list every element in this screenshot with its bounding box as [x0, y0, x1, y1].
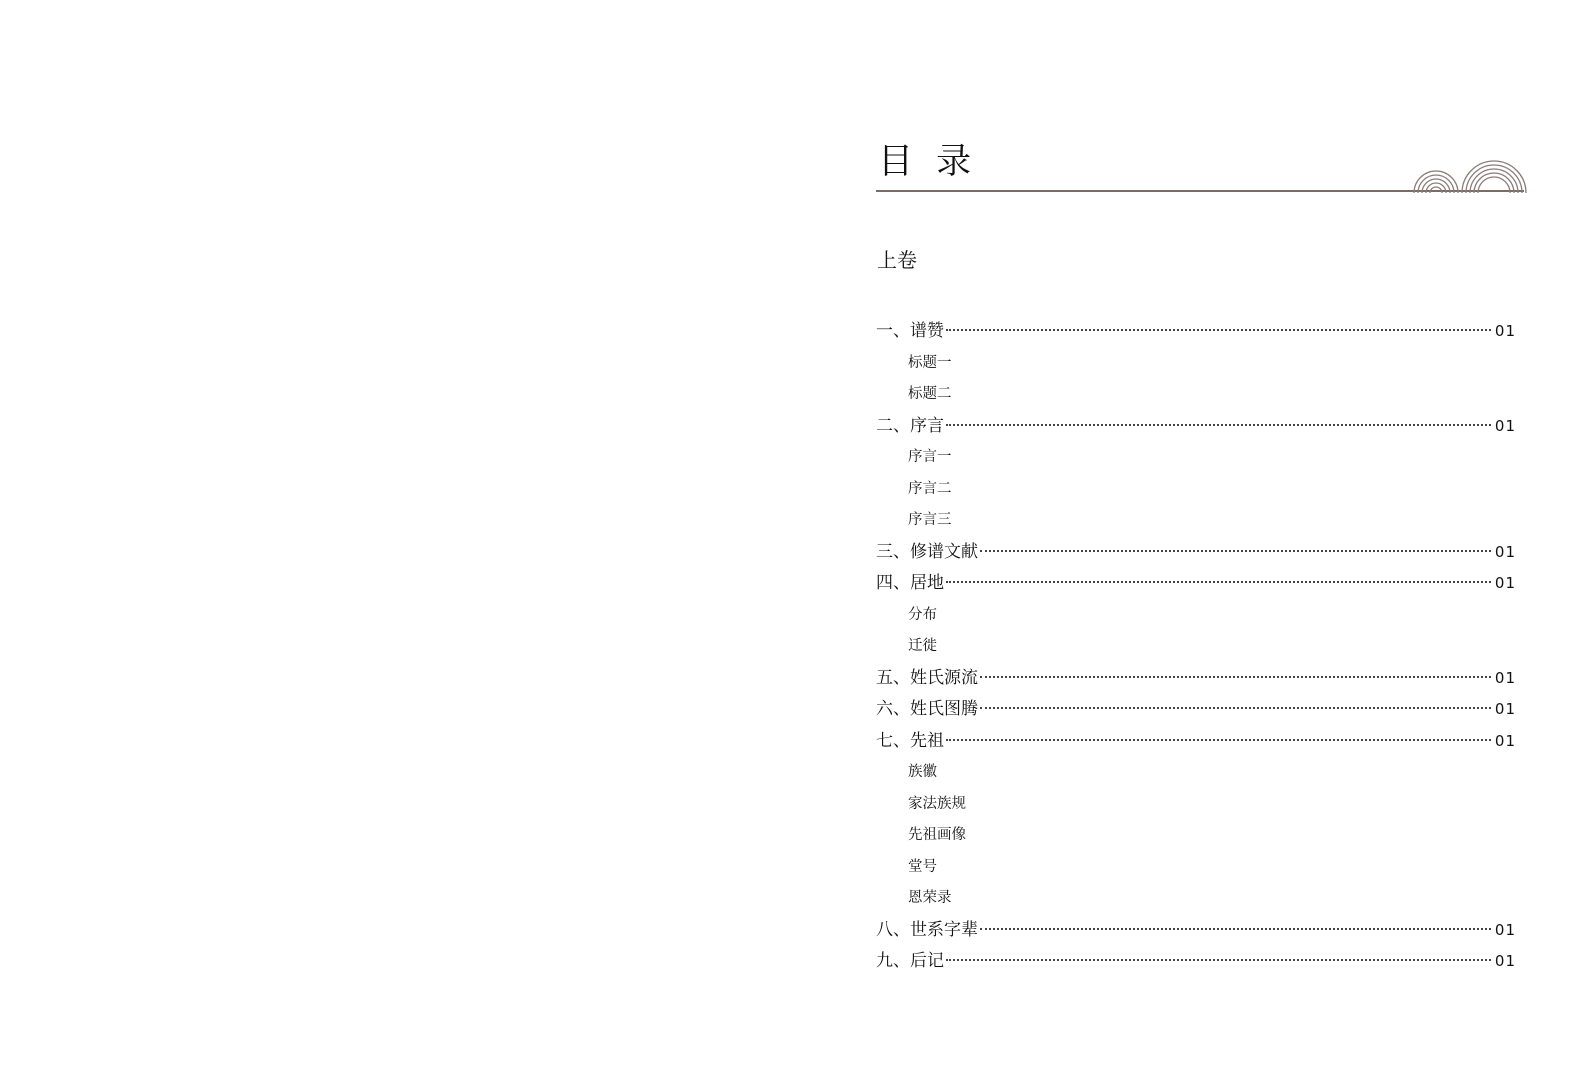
toc-entry-page-number: 01	[1494, 416, 1516, 435]
dot-leader	[980, 707, 1491, 709]
toc-entry[interactable]	[876, 663, 1516, 695]
toc-subentry[interactable]: 分布	[908, 606, 937, 623]
toc-entry-label: 八、世系字辈	[876, 919, 978, 940]
dot-leader	[980, 550, 1491, 552]
dot-leader	[946, 739, 1491, 741]
toc-subentry[interactable]: 序言一	[908, 449, 952, 465]
toc-entry-page-number: 01	[1494, 920, 1516, 939]
toc-entry-label: 六、姓氏图腾	[876, 699, 978, 719]
toc-entry-page-number: 01	[1494, 322, 1516, 340]
volume-title: 上卷	[877, 248, 917, 272]
toc-entry-page-number: 01	[1494, 574, 1516, 592]
toc-entry-label: 九、后记	[876, 951, 944, 971]
toc-subentry[interactable]: 恩荣录	[908, 890, 952, 906]
toc-entry-label: 四、居地	[876, 573, 944, 593]
toc-entry-page-number: 01	[1494, 542, 1516, 561]
toc-entry-label: 七、先祖	[876, 730, 944, 751]
dot-leader	[946, 424, 1491, 426]
toc-entry-label: 二、序言	[876, 415, 944, 436]
dot-leader	[946, 959, 1491, 961]
toc-entry-page-number: 01	[1494, 668, 1516, 687]
dot-leader	[980, 928, 1491, 930]
toc-entry[interactable]	[876, 411, 1516, 443]
toc-subentry[interactable]: 家法族规	[908, 795, 966, 812]
toc-entry-page-number: 01	[1494, 700, 1516, 718]
toc-subentry[interactable]: 族徽	[908, 764, 937, 780]
toc-entry-page-number: 01	[1494, 731, 1516, 750]
toc-entry-page-number: 01	[1494, 952, 1516, 970]
toc-subentry[interactable]: 迁徙	[908, 638, 937, 654]
toc-subentry[interactable]: 堂号	[908, 858, 937, 875]
dot-leader	[980, 676, 1491, 678]
toc-entry[interactable]	[876, 915, 1516, 947]
toc-subentry[interactable]: 先祖画像	[908, 827, 966, 843]
toc-entry-label: 一、谱赞	[876, 321, 944, 341]
toc-entry[interactable]	[876, 946, 1516, 978]
toc-entry[interactable]	[876, 316, 1516, 348]
dot-leader	[946, 581, 1491, 583]
toc-subentry[interactable]: 序言二	[908, 480, 952, 497]
toc-heading: 目 录	[878, 142, 978, 182]
toc-list	[876, 316, 1516, 978]
toc-subentry[interactable]: 标题一	[908, 354, 952, 371]
toc-entry[interactable]	[876, 726, 1516, 758]
concentric-arcs-ornament-icon	[1412, 160, 1528, 194]
toc-entry-label: 五、姓氏源流	[876, 667, 978, 688]
toc-entry[interactable]	[876, 568, 1516, 600]
toc-subentry[interactable]: 标题二	[908, 386, 952, 402]
dot-leader	[946, 329, 1491, 331]
toc-subentry[interactable]: 序言三	[908, 512, 952, 528]
toc-entry[interactable]	[876, 537, 1516, 569]
toc-entry-label: 三、修谱文献	[876, 541, 978, 562]
toc-entry[interactable]	[876, 694, 1516, 726]
